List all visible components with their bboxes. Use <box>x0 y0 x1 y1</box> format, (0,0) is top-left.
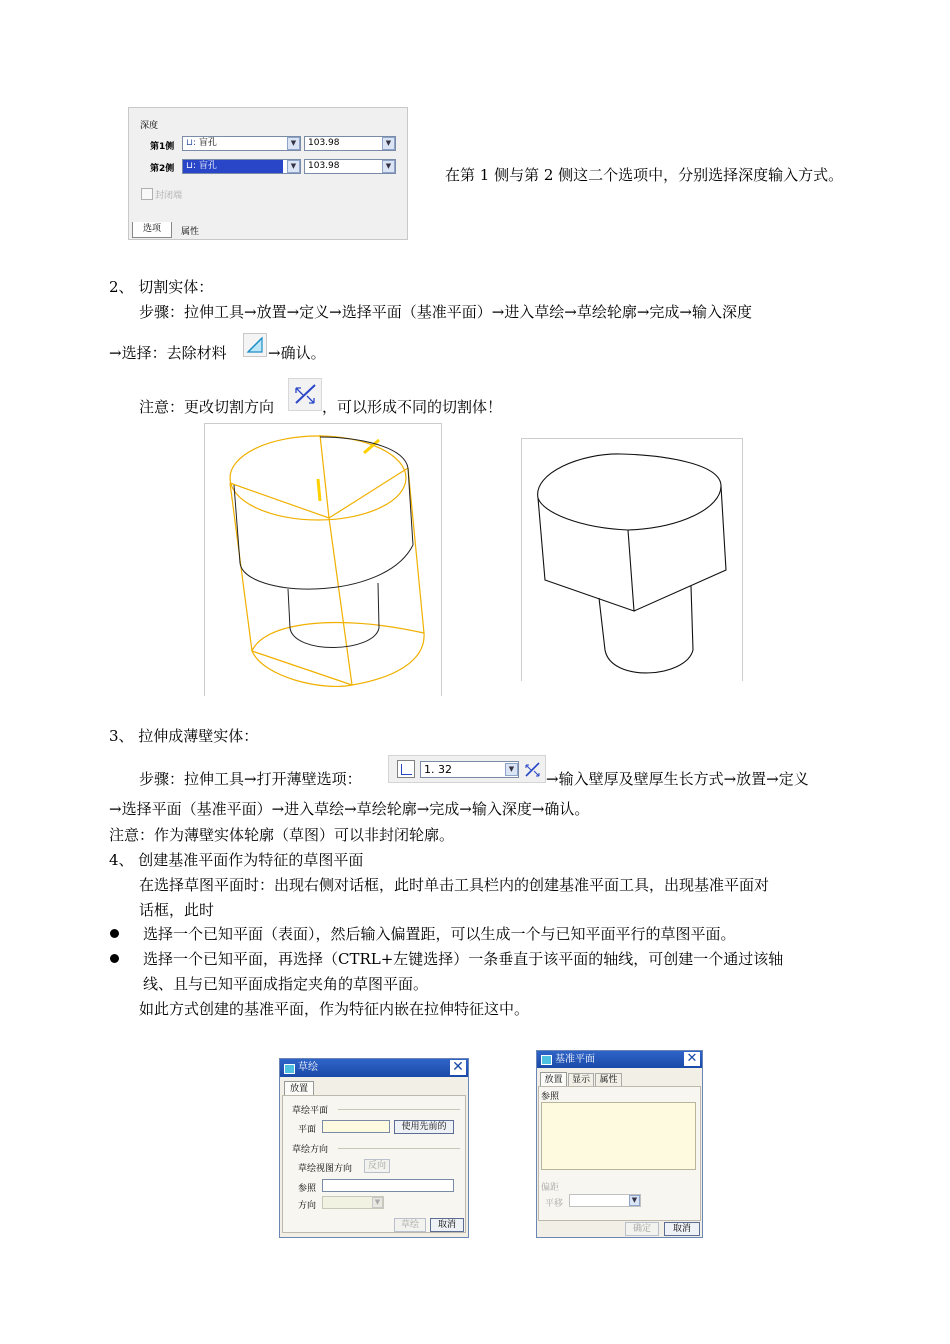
section3-heading: 3、 拉伸成薄壁实体： <box>109 727 259 745</box>
side1-label: 第1侧 <box>150 142 175 152</box>
depth-caption: 在第 1 侧与第 2 侧这二个选项中，分别选择深度输入方式。 <box>445 166 844 184</box>
tab-placement[interactable]: 放置 <box>284 1081 314 1096</box>
chevron-down-icon[interactable]: ▼ <box>505 763 518 776</box>
thin-wall-icon[interactable] <box>397 760 415 778</box>
ok-button[interactable]: 确定 <box>625 1222 659 1236</box>
section4-heading: 4、 创建基准平面作为特征的草图平面 <box>109 851 364 869</box>
references-label: 参照 <box>541 1092 560 1102</box>
cap-ends-label: 封闭端 <box>155 191 183 201</box>
side1-depth-input[interactable] <box>304 136 396 151</box>
tab-display[interactable]: 显示 <box>568 1073 594 1087</box>
reference-label: 参照 <box>298 1184 317 1194</box>
blind-icon: ⊔: <box>186 138 199 148</box>
reference-input[interactable] <box>322 1179 454 1192</box>
close-icon[interactable]: ✕ <box>684 1052 700 1066</box>
orientation-label: 方向 <box>298 1201 317 1211</box>
translation-input[interactable] <box>569 1194 641 1207</box>
cancel-button[interactable]: 取消 <box>664 1222 700 1236</box>
section4-bullet1: 选择一个已知平面（表面），然后输入偏置距，可以生成一个与已知平面平行的草图平面。 <box>143 925 736 943</box>
chevron-down-icon[interactable]: ▼ <box>287 160 300 173</box>
sketch-dialog-title: 草绘 <box>298 1062 318 1073</box>
bullet-dot <box>110 929 119 938</box>
datum-plane-dialog <box>536 1050 703 1238</box>
offset-group-label: 偏距 <box>541 1183 560 1193</box>
section4-bullet2-line1: 选择一个已知平面，再选择（CTRL+左键选择）一条垂直于该平面的轴线，可创建一个通过该轴 <box>143 950 784 968</box>
section3-steps-line2: →选择平面（基准平面）→进入草绘→草绘轮廓→完成→输入深度→确认。 <box>109 800 590 818</box>
orientation-select[interactable] <box>322 1196 384 1209</box>
datum-dialog-titlebar <box>537 1051 702 1068</box>
section4-para1-line1: 在选择草图平面时：出现右侧对话框，此时单击工具栏内的创建基准平面工具，出现基准平面对 <box>139 876 770 894</box>
close-icon[interactable]: ✕ <box>450 1060 466 1075</box>
tab-placement[interactable]: 放置 <box>540 1072 567 1087</box>
section4-para1-line2: 话框，此时 <box>139 901 215 919</box>
side2-label: 第2侧 <box>150 164 175 174</box>
side1-depth-type-select[interactable] <box>182 136 301 151</box>
chevron-down-icon[interactable]: ▼ <box>382 160 395 173</box>
chevron-down-icon[interactable]: ▼ <box>372 1197 383 1208</box>
sketch-dialog <box>279 1058 469 1238</box>
tab-properties[interactable]: 属性 <box>181 227 200 237</box>
datum-dialog-title: 基准平面 <box>555 1054 595 1065</box>
sketch-dialog-titlebar <box>280 1059 468 1077</box>
chevron-down-icon[interactable]: ▼ <box>629 1195 640 1206</box>
depth-group-label: 深度 <box>140 121 159 131</box>
cut-preview-model <box>204 423 442 696</box>
cap-ends-checkbox[interactable] <box>141 188 153 200</box>
bullet-dot <box>110 954 119 963</box>
side2-depth-input[interactable] <box>304 159 396 174</box>
section2-heading: 2、 切割实体： <box>109 278 214 296</box>
section3-steps-a: 步骤：拉伸工具→打开薄壁选项： <box>139 770 362 788</box>
tab-options[interactable]: 选项 <box>132 222 172 238</box>
cancel-button[interactable]: 取消 <box>430 1218 464 1232</box>
translation-label: 平移 <box>545 1199 564 1209</box>
side1-depth-value: 103.98 <box>308 138 340 148</box>
thickness-value: 1. 32 <box>424 763 452 776</box>
chevron-down-icon[interactable]: ▼ <box>382 137 395 150</box>
chevron-down-icon[interactable]: ▼ <box>287 137 300 150</box>
window-icon <box>541 1055 552 1065</box>
section4-bullet2-line2: 线、且与已知平面成指定夹角的草图平面。 <box>143 975 429 993</box>
plane-label: 平面 <box>298 1125 317 1135</box>
sketch-plane-group-label: 草绘平面 <box>292 1106 329 1116</box>
use-previous-button[interactable]: 使用先前的 <box>394 1120 454 1134</box>
thin-wall-toolbar <box>388 755 546 783</box>
section2-note-b: ，可以形成不同的切割体！ <box>322 398 503 416</box>
view-direction-label: 草绘视图方向 <box>298 1164 353 1174</box>
sketch-orientation-group-label: 草绘方向 <box>292 1145 329 1155</box>
references-list[interactable] <box>541 1102 696 1170</box>
section3-steps-b: →输入壁厚及壁厚生长方式→放置→定义 <box>546 770 809 788</box>
section3-note: 注意：作为薄壁实体轮廓（草图）可以非封闭轮廓。 <box>109 826 455 844</box>
remove-material-icon <box>243 333 267 357</box>
tab-properties[interactable]: 属性 <box>595 1073 622 1087</box>
section2-note-a: 注意：更改切割方向 <box>139 398 275 416</box>
side2-depth-type-select[interactable] <box>182 159 301 174</box>
depth-options-panel <box>128 107 408 240</box>
side1-depth-type-value: 盲孔 <box>198 138 217 148</box>
flip-button[interactable]: 反向 <box>364 1159 390 1173</box>
cut-result-model <box>521 438 743 681</box>
section2-steps-line2b: →确认。 <box>268 344 326 362</box>
thickness-input[interactable] <box>420 761 519 778</box>
blind-icon: ⊔: <box>186 161 199 171</box>
window-icon <box>284 1064 295 1074</box>
section2-steps-line1: 步骤：拉伸工具→放置→定义→选择平面（基准平面）→进入草绘→草绘轮廓→完成→输入深度 <box>139 303 752 321</box>
section2-steps-line2a: →选择：去除材料 <box>109 344 227 362</box>
plane-input[interactable] <box>322 1120 390 1133</box>
side2-depth-type-value: 盲孔 <box>198 161 217 171</box>
section4-closing: 如此方式创建的基准平面，作为特征内嵌在拉伸特征这中。 <box>139 1000 530 1018</box>
flip-direction-icon <box>288 378 322 411</box>
side2-depth-value: 103.98 <box>308 161 340 171</box>
flip-thickness-icon[interactable] <box>523 760 543 780</box>
sketch-button[interactable]: 草绘 <box>394 1218 426 1232</box>
